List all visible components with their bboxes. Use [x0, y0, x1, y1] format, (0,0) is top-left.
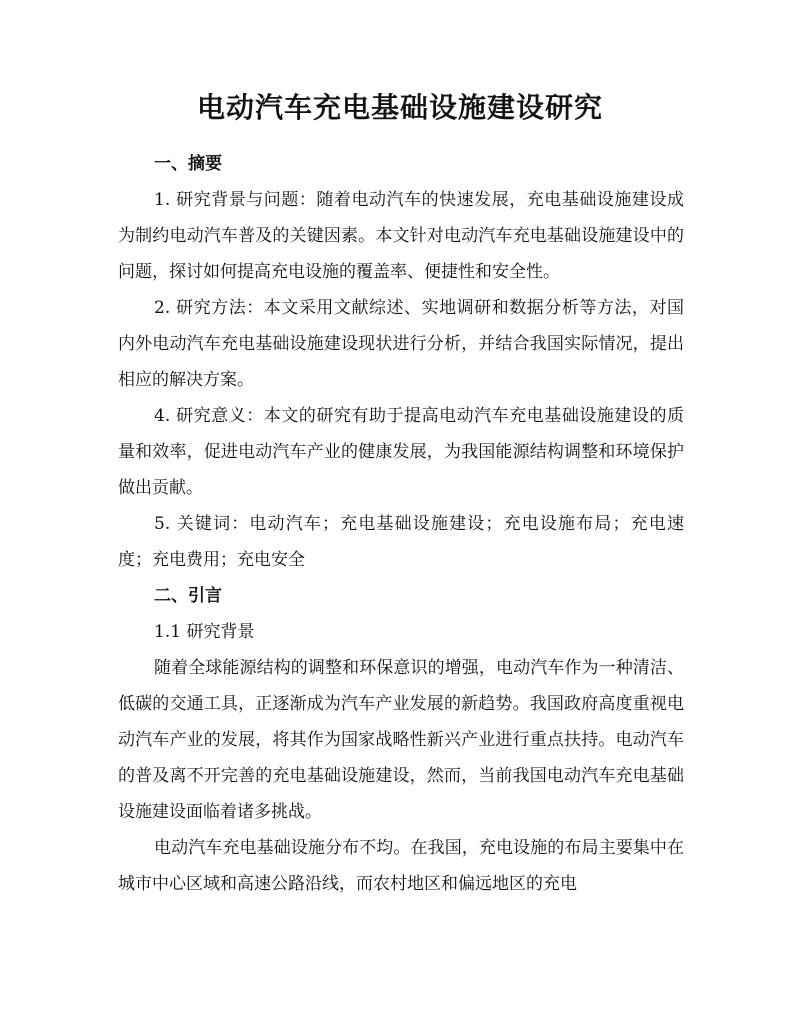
abstract-paragraph-4: 4. 研究意义：本文的研究有助于提高电动汽车充电基础设施建设的质量和效率，促进电动汽车产业的健康发展，为我国能源结构调整和环境保护做出贡献。	[118, 406, 684, 498]
abstract-paragraph-2: 2. 研究方法：本文采用文献综述、实地调研和数据分析等方法，对国内外电动汽车充电基础设施建设现状进行分析，并结合我国实际情况，提出相应的解决方案。	[118, 298, 684, 390]
document-body	[118, 146, 684, 902]
document-title: 电动汽车充电基础设施建设研究	[196, 91, 603, 124]
abstract-keywords: 5. 关键词：电动汽车；充电基础设施建设；充电设施布局；充电速度；充电费用；充电安全	[118, 514, 684, 570]
introduction-paragraph-2: 电动汽车充电基础设施分布不均。在我国，充电设施的布局主要集中在城市中心区域和高速公路沿线，而农村地区和偏远地区的充电	[118, 838, 684, 894]
abstract-paragraph-1: 1. 研究背景与问题：随着电动汽车的快速发展，充电基础设施建设成为制约电动汽车普及的关键因素。本文针对电动汽车充电基础设施建设中的问题，探讨如何提高充电设施的覆盖率、便捷性和安全性。	[118, 190, 684, 282]
abstract-heading: 一、摘要	[154, 154, 222, 174]
introduction-subheading: 1.1 研究背景	[154, 622, 255, 642]
introduction-heading: 二、引言	[154, 586, 222, 606]
introduction-paragraph-1: 随着全球能源结构的调整和环保意识的增强，电动汽车作为一种清洁、低碳的交通工具，正逐渐成为汽车产业发展的新趋势。我国政府高度重视电动汽车产业的发展，将其作为国家战略性新兴产业进行重点扶持。电动汽车的普及离不开完善的充电基础设施建设，然而，当前我国电动汽车充电基础设施建设面临着诸多挑战。	[118, 658, 684, 822]
